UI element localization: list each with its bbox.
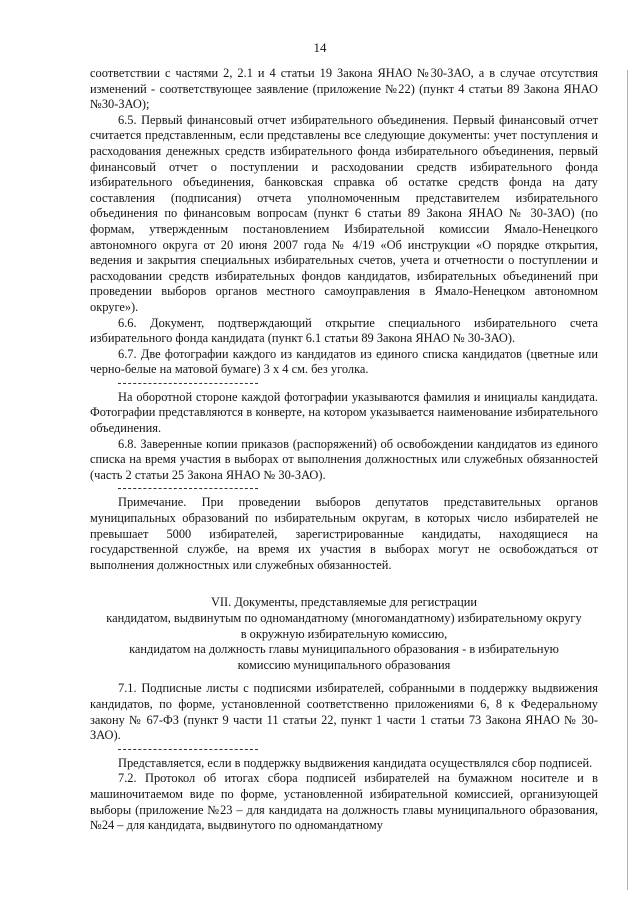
paragraph-6-8: 6.8. Заверенные копии приказов (распоряжений) об освобождении кандидатов из единого списка на время участия в выборах от выполнения должностных или служебных обязанностей (часть 2 статьи 25 Закона ЯНАО № 30-ЗАО).: [90, 436, 598, 482]
note-6-7: На оборотной стороне каждой фотографии указываются фамилия и инициалы кандидата. Фотографии представляются в конверте, на котором указывается наименование избирательного объединения.: [90, 389, 598, 436]
page-number: 14: [313, 40, 327, 55]
section-heading: [90, 595, 598, 673]
note-7-1: Представляется, если в поддержку выдвижения кандидата осуществлялся сбор подписей.: [118, 755, 593, 770]
document-body: [90, 66, 598, 834]
section-heading-line: комиссию муниципального образования: [237, 657, 451, 672]
paragraph-6-7: 6.7. Две фотографии каждого из кандидатов из единого списка кандидатов (цветные или черно-белые на матовой бумаге) 3 х 4 см. без уголка.: [90, 346, 598, 377]
section-heading-line: в окружную избирательную комиссию,: [240, 626, 448, 641]
note-6-8: Примечание. При проведении выборов депутатов представительных органов муниципальных образований по избирательным округам, в которых число избирателей не превышает 5000 избирателей, зарегистрированные кандидаты, находящиеся на государственной службе, на время их участия в выборах могут не освобождаться от выполнения должностных или служебных обязанностей.: [90, 495, 598, 572]
paragraph-6-5: 6.5. Первый финансовый отчет избирательного объединения. Первый финансовый отчет считается представленным, если представлены все следующие документы: учет поступления и расходования денежных средств избирательного фонда избирательного объединения, первый финансовый отчет о поступлении и расходовании средств избирательного фонда избирательного объединения, банковская справка об остатке средств фонда на дату составления (подписания) отчета уполномоченным представителем избирательного объединения по финансовым вопросам (пункт 6 статьи 89 Закона ЯНАО № 30-ЗАО) (по формам, утвержденным постановлением Избирательной комиссии Ямало-Ненецкого автономного округа от 20 июня 2007 года № 4/19 «Об инструкции «О порядке открытия, ведения и закрытия специальных избирательных счетов, учета и отчетности о поступлении и расходовании средств избирательных фондов кандидатов, избирательных объединений при проведении выборов органов местного самоуправления в Ямало-Ненецком автономном округе»).: [90, 112, 598, 314]
separator-line: [118, 488, 258, 489]
scan-edge-line: [627, 70, 628, 890]
paragraph-7-2: 7.2. Протокол об итогах сбора подписей избирателей на бумажном носителе и в машиночитаемом виде по форме, установленной избирательной комиссией, организующей выборы (приложение №23 – для кандидата на должность главы муниципального образования, №24 – для кандидата, выдвинутого по одномандатному: [90, 771, 598, 833]
paragraph-6-6: 6.6. Документ, подтверждающий открытие специального избирательного счета избирательного фонда кандидата (пункт 6.1 статьи 89 Закона ЯНАО № 30-ЗАО).: [90, 315, 598, 346]
section-heading-line: кандидатом, выдвинутым по одномандатному (многомандатному) избирательному округу: [106, 611, 582, 625]
paragraph-continuation: соответствии с частями 2, 2.1 и 4 статьи 19 Закона ЯНАО №30-ЗАО, а в случае отсутствия изменений - соответствующее заявление (приложение №22) (пункт 4 статьи 89 Закона ЯНАО №30-ЗАО);: [90, 66, 598, 112]
separator-line: [118, 749, 258, 750]
separator-line: [118, 383, 258, 384]
section-heading-line: кандидатом на должность главы муниципального образования - в избирательную: [129, 642, 559, 657]
paragraph-7-1: 7.1. Подписные листы с подписями избирателей, собранными в поддержку выдвижения кандидатов, по форме, установленной соответственно приложениями 6, 8 к Федеральному закону № 67-ФЗ (пункт 9 части 11 статьи 22, пункт 1 части 1 статьи 73 Закона ЯНАО № 30-ЗАО).: [90, 681, 598, 743]
section-heading-line: VII. Документы, представляемые для регистрации: [210, 595, 478, 610]
